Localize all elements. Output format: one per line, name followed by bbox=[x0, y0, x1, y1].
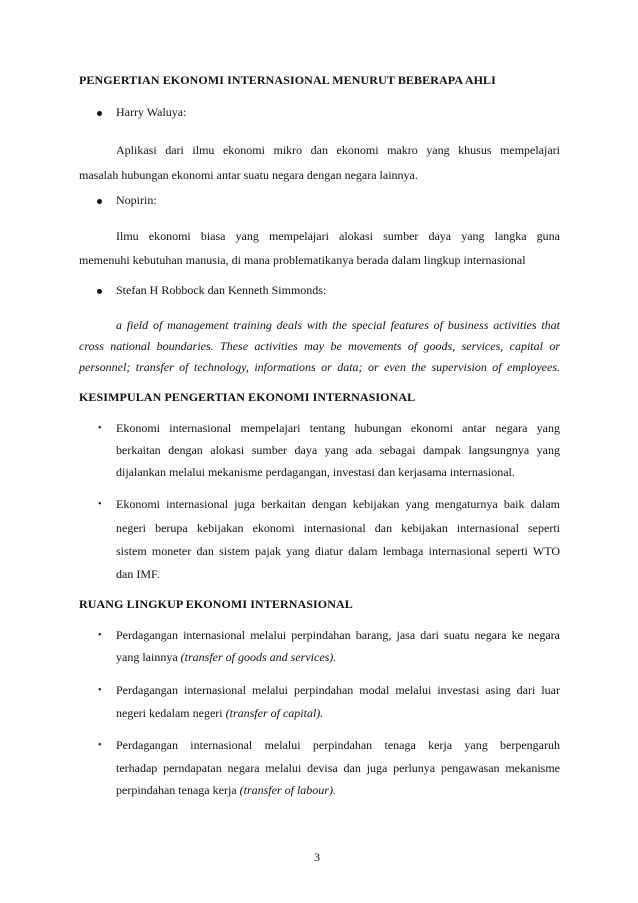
expert-name: Stefan H Robbock dan Kenneth Simmonds: bbox=[116, 283, 327, 297]
bullet-dot bbox=[97, 199, 102, 204]
list-item-line: Perdagangan internasional melalui perpindahan tenaga kerja yang berpengaruh bbox=[116, 738, 560, 752]
list-item-line bbox=[116, 706, 323, 721]
list-item-line: Perdagangan internasional melalui perpindahan barang, jasa dari suatu negara ke negara bbox=[116, 628, 560, 642]
list-item-text: perpindahan tenaga kerja bbox=[116, 783, 237, 797]
list-item-term: (transfer of capital). bbox=[225, 706, 324, 720]
bullet-dot: • bbox=[98, 740, 102, 751]
bullet-dot: • bbox=[98, 499, 102, 510]
expert-definition-line: masalah hubungan ekonomi antar suatu negara dengan negara lainnya. bbox=[79, 168, 418, 182]
section-heading-ruang-lingkup: RUANG LINGKUP EKONOMI INTERNASIONAL bbox=[79, 597, 353, 611]
expert-definition-line: cross national boundaries. These activities may be movements of goods, services, capital or bbox=[79, 339, 560, 353]
bullet-dot: • bbox=[98, 685, 102, 696]
list-item-line: sistem moneter dan sistem pajak yang diatur dalam lembaga internasional seperti WTO bbox=[116, 544, 560, 558]
list-item-line bbox=[116, 650, 336, 665]
section-heading-pengertian: PENGERTIAN EKONOMI INTERNASIONAL MENURUT BEBERAPA AHLI bbox=[79, 73, 496, 87]
list-item-line: terhadap perndapatan negara melalui devisa dan juga perlunya pengawasan mekanisme bbox=[116, 761, 560, 775]
list-item-line: dijalankan melalui mekanisme perdagangan, investasi dan kerjasama internasional. bbox=[116, 465, 515, 479]
expert-name: Harry Waluya: bbox=[116, 105, 187, 119]
expert-definition-line: Aplikasi dari ilmu ekonomi mikro dan ekonomi makro yang khusus mempelajari bbox=[116, 143, 560, 157]
expert-name: Nopirin: bbox=[116, 193, 157, 207]
list-item-line: Ekonomi internasional mempelajari tentang hubungan ekonomi antar negara yang bbox=[116, 421, 560, 435]
bullet-dot bbox=[97, 289, 102, 294]
list-item-line: Perdagangan internasional melalui perpindahan modal melalui investasi asing dari luar bbox=[116, 683, 560, 697]
list-item-line: negeri berupa kebijakan ekonomi internasional dan kebijakan internasional seperti bbox=[116, 521, 560, 535]
list-item-line bbox=[116, 783, 336, 798]
list-item-term: (transfer of labour). bbox=[239, 783, 336, 797]
page-number: 3 bbox=[314, 850, 320, 864]
expert-definition-line: Ilmu ekonomi biasa yang mempelajari alokasi sumber daya yang langka guna bbox=[116, 229, 560, 243]
list-item-line: dan IMF. bbox=[116, 567, 160, 581]
bullet-dot: • bbox=[98, 423, 102, 434]
list-item-line: berkaitan dengan alokasi sumber daya yang ada sebagai dampak langsungnya yang bbox=[116, 443, 560, 457]
list-item-text: yang lainnya bbox=[116, 650, 178, 664]
expert-definition-line: a field of management training deals with the special features of business activities that bbox=[116, 318, 560, 332]
section-heading-kesimpulan: KESIMPULAN PENGERTIAN EKONOMI INTERNASIONAL bbox=[79, 390, 416, 404]
list-item-term: (transfer of goods and services). bbox=[180, 650, 337, 664]
list-item-line: Ekonomi internasional juga berkaitan dengan kebijakan yang mengaturnya baik dalam bbox=[116, 497, 560, 511]
bullet-dot bbox=[97, 111, 102, 116]
expert-definition-line: personnel; transfer of technology, informations or data; or even the supervision of employees. bbox=[79, 360, 560, 374]
list-item-text: negeri kedalam negeri bbox=[116, 706, 223, 720]
bullet-dot: • bbox=[98, 630, 102, 641]
expert-definition-line: memenuhi kebutuhan manusia, di mana problematikanya berada dalam lingkup internasional bbox=[79, 253, 526, 267]
